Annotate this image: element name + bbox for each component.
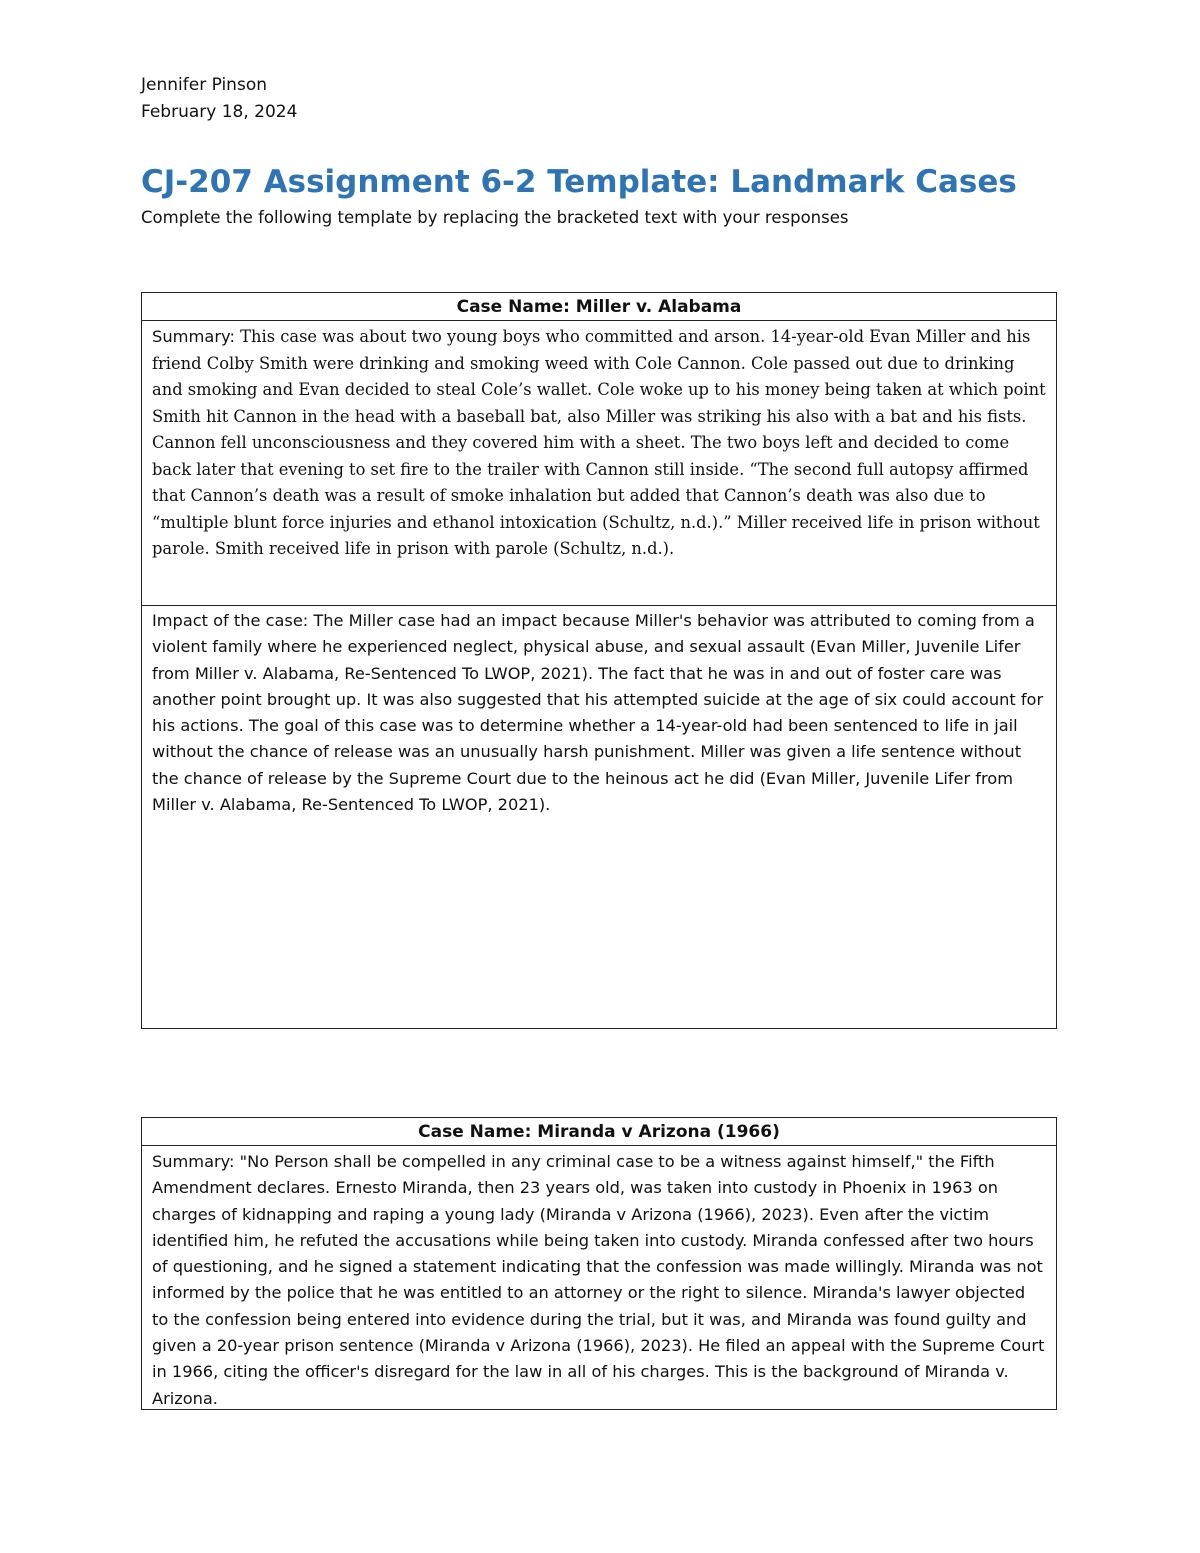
summary-text: This case was about two young boys who committed and arson. 14-year-old Evan Miller and his friend Colby Smith were drinking and smoking weed with Cole Cannon. Cole passed out due to drinking and smoking and Evan decided to steal Cole’s wallet. Cole woke up to his money being taken at which point Smith hit Cannon in the head with a baseball bat, also Miller was striking his also with a bat and his fists. Cannon fell unconsciousness and they covered him with a sheet. The two boys left and decided to come back later that evening to set fire to the trailer with Cannon still inside. “The second full autopsy affirmed that Cannon’s death was a result of smoke inhalation but added that Cannon’s death was also due to “multiple blunt force injuries and ethanol intoxication (Schultz, n.d.).” Miller received life in prison without parole. Smith received life in prison with parole (Schultz, n.d.). bbox=[152, 327, 1046, 558]
document-title: CJ-207 Assignment 6-2 Template: Landmark Cases bbox=[141, 164, 1017, 200]
summary-text: "No Person shall be compelled in any criminal case to be a witness against himself," the Fifth Amendment declares. Ernesto Miranda, then 23 years old, was taken into custody in Phoenix in 1963 on charges of kidnapping and raping a young lady (Miranda v Arizona (1966), 2023). Even after the victim identified him, he refuted the accusations while being taken into custody. Miranda confessed after two hours of questioning, and he signed a statement indicating that the confession was made willingly. Miranda was not informed by the police that he was entitled to an attorney or the right to silence. Miranda's lawyer objected to the confession being entered into evidence during the trial, but it was, and Miranda was found guilty and given a 20-year prison sentence (Miranda v Arizona (1966), 2023). He filed an appeal with the Supreme Court in 1966, citing the officer's disregard for the law in all of his charges. This is the background of Miranda v. Arizona. bbox=[152, 1152, 1045, 1408]
author-name: Jennifer Pinson bbox=[141, 75, 267, 95]
case-impact-cell bbox=[142, 606, 1056, 818]
case-summary-cell bbox=[142, 1146, 1056, 1412]
case-heading: Case Name: Miller v. Alabama bbox=[142, 293, 1056, 321]
summary-label: Summary: bbox=[152, 327, 241, 346]
case-table-miranda bbox=[141, 1117, 1057, 1410]
case-summary-cell bbox=[142, 321, 1056, 606]
case-heading: Case Name: Miranda v Arizona (1966) bbox=[142, 1118, 1056, 1146]
summary-label: Summary: bbox=[152, 1152, 240, 1171]
impact-label: Impact of the case: bbox=[152, 611, 314, 630]
impact-text: The Miller case had an impact because Miller's behavior was attributed to coming from a violent family where he experienced neglect, physical abuse, and sexual assault (Evan Miller, Juvenile Lifer from Miller v. Alabama, Re-Sentenced To LWOP, 2021). The fact that he was in and out of foster care was another point brought up. It was also suggested that his attempted suicide at the age of six could account for his actions. The goal of this case was to determine whether a 14-year-old had been sentenced to life in jail without the chance of release was an unusually harsh punishment. Miller was given a life sentence without the chance of release by the Supreme Court due to the heinous act he did (Evan Miller, Juvenile Lifer from Miller v. Alabama, Re-Sentenced To LWOP, 2021). bbox=[152, 611, 1044, 815]
instructions-text: Complete the following template by replacing the bracketed text with your responses bbox=[141, 208, 849, 227]
document-date: February 18, 2024 bbox=[141, 102, 298, 122]
case-table-miller bbox=[141, 292, 1057, 1029]
